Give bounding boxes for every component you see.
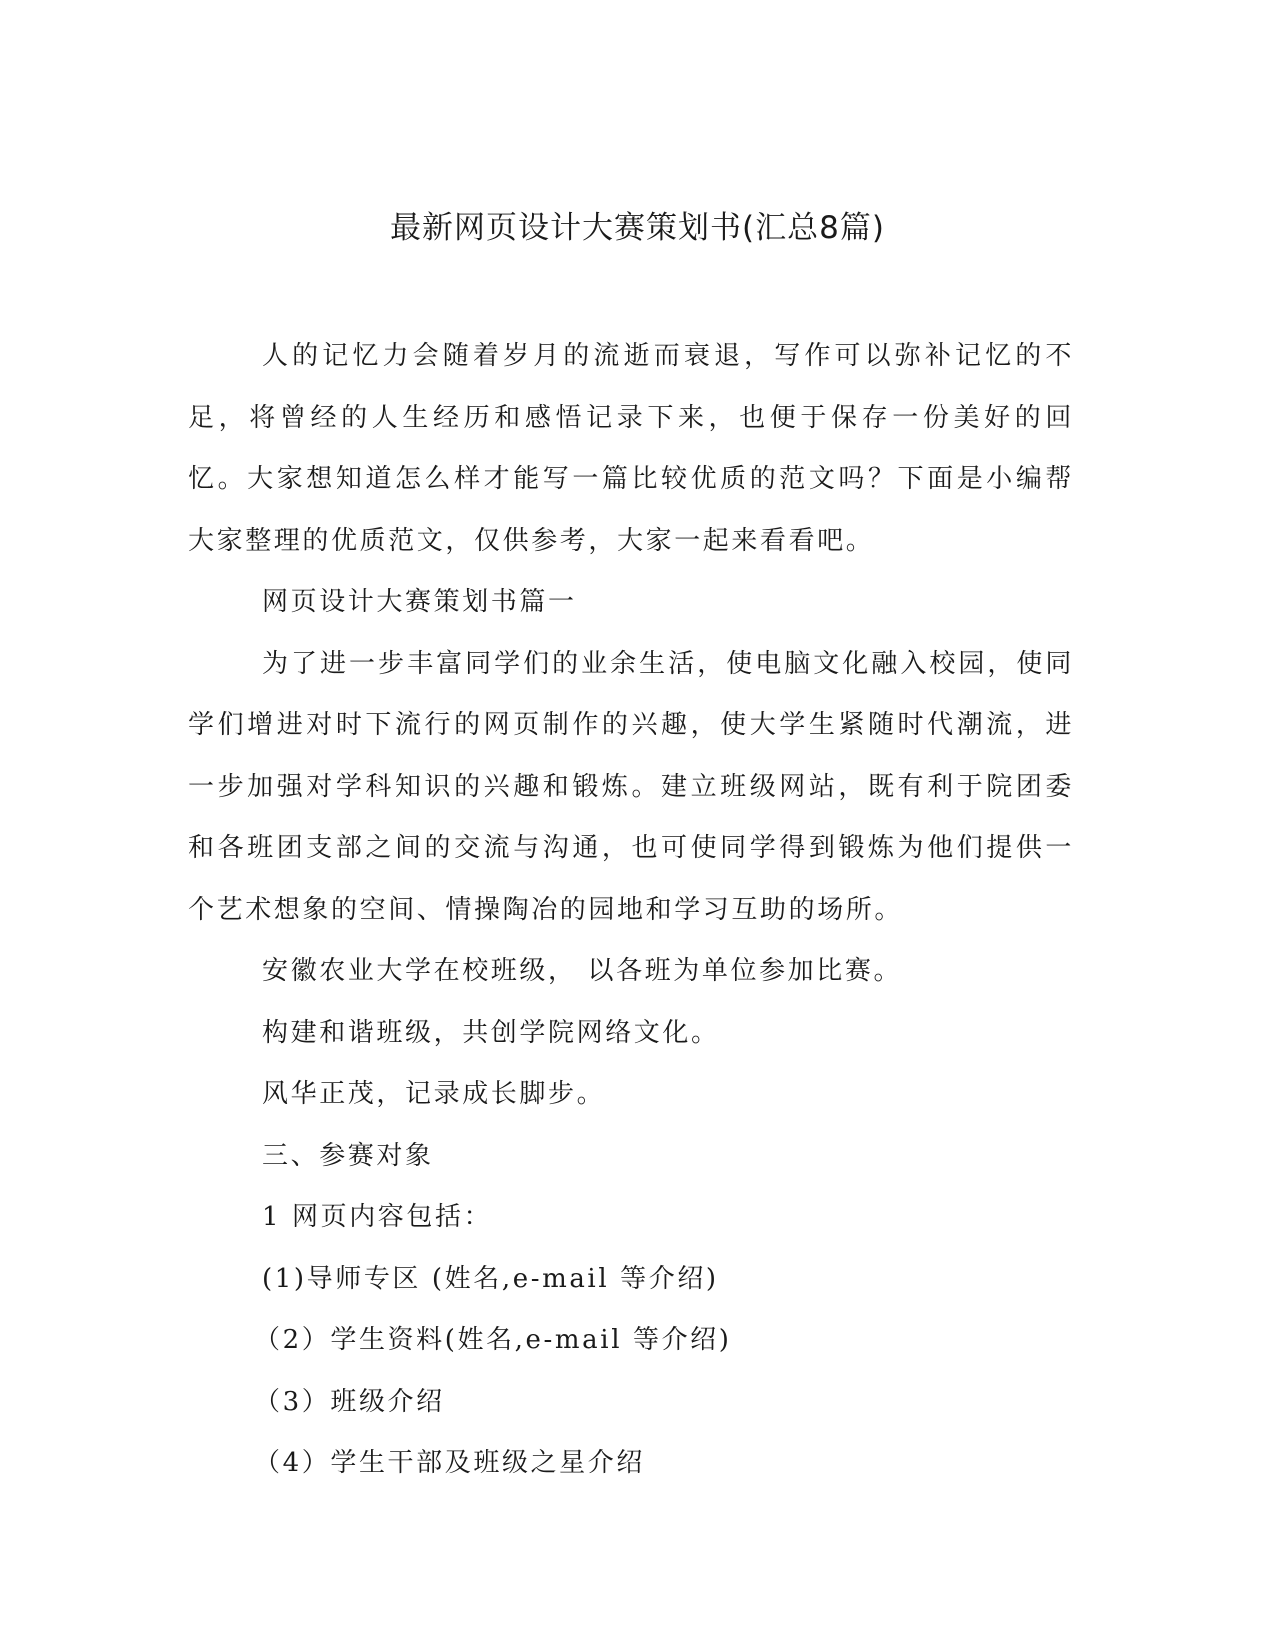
section-heading: 网页设计大赛策划书篇一 bbox=[262, 587, 577, 617]
list-item: （4）学生干部及班级之星介绍 bbox=[254, 1448, 645, 1478]
purpose-paragraph: 为了进一步丰富同学们的业余生活，使电脑文化融入校园，使同学们增进对时下流行的网页制作的兴趣，使大学生紧随时代潮流，进一步加强对学科知识的兴趣和锻炼。建立班级网站，既有利于院团委和各班团支部之间的交流与沟通，也可使同学得到锻炼为他们提供一个艺术想象的空间、情操陶冶的园地和学习互助的场所。 bbox=[188, 648, 1074, 925]
intro-paragraph: 人的记忆力会随着岁月的流逝而衰退，写作可以弥补记忆的不足，将曾经的人生经历和感悟记录下来，也便于保存一份美好的回忆。大家想知道怎么样才能写一篇比较优质的范文吗？下面是小编帮大家整理的优质范文，仅供参考，大家一起来看看吧。 bbox=[188, 341, 1074, 556]
subsection-heading: 三、参赛对象 bbox=[262, 1140, 434, 1171]
participants-paragraph: 安徽农业大学在校班级， 以各班为单位参加比赛。 bbox=[262, 956, 903, 986]
theme-paragraph: 构建和谐班级，共创学院网络文化。 bbox=[262, 1017, 720, 1048]
document-title: 最新网页设计大赛策划书(汇总8篇) bbox=[390, 210, 885, 246]
list-item: （2）学生资料(姓名,e-mail 等介绍) bbox=[254, 1325, 732, 1355]
content-heading: 1 网页内容包括： bbox=[262, 1202, 493, 1232]
list-item: （3）班级介绍 bbox=[254, 1386, 445, 1417]
document-body bbox=[188, 326, 1074, 1495]
slogan-paragraph: 风华正茂，记录成长脚步。 bbox=[262, 1079, 606, 1109]
list-item: (1)导师专区 (姓名,e-mail 等介绍) bbox=[262, 1263, 719, 1294]
